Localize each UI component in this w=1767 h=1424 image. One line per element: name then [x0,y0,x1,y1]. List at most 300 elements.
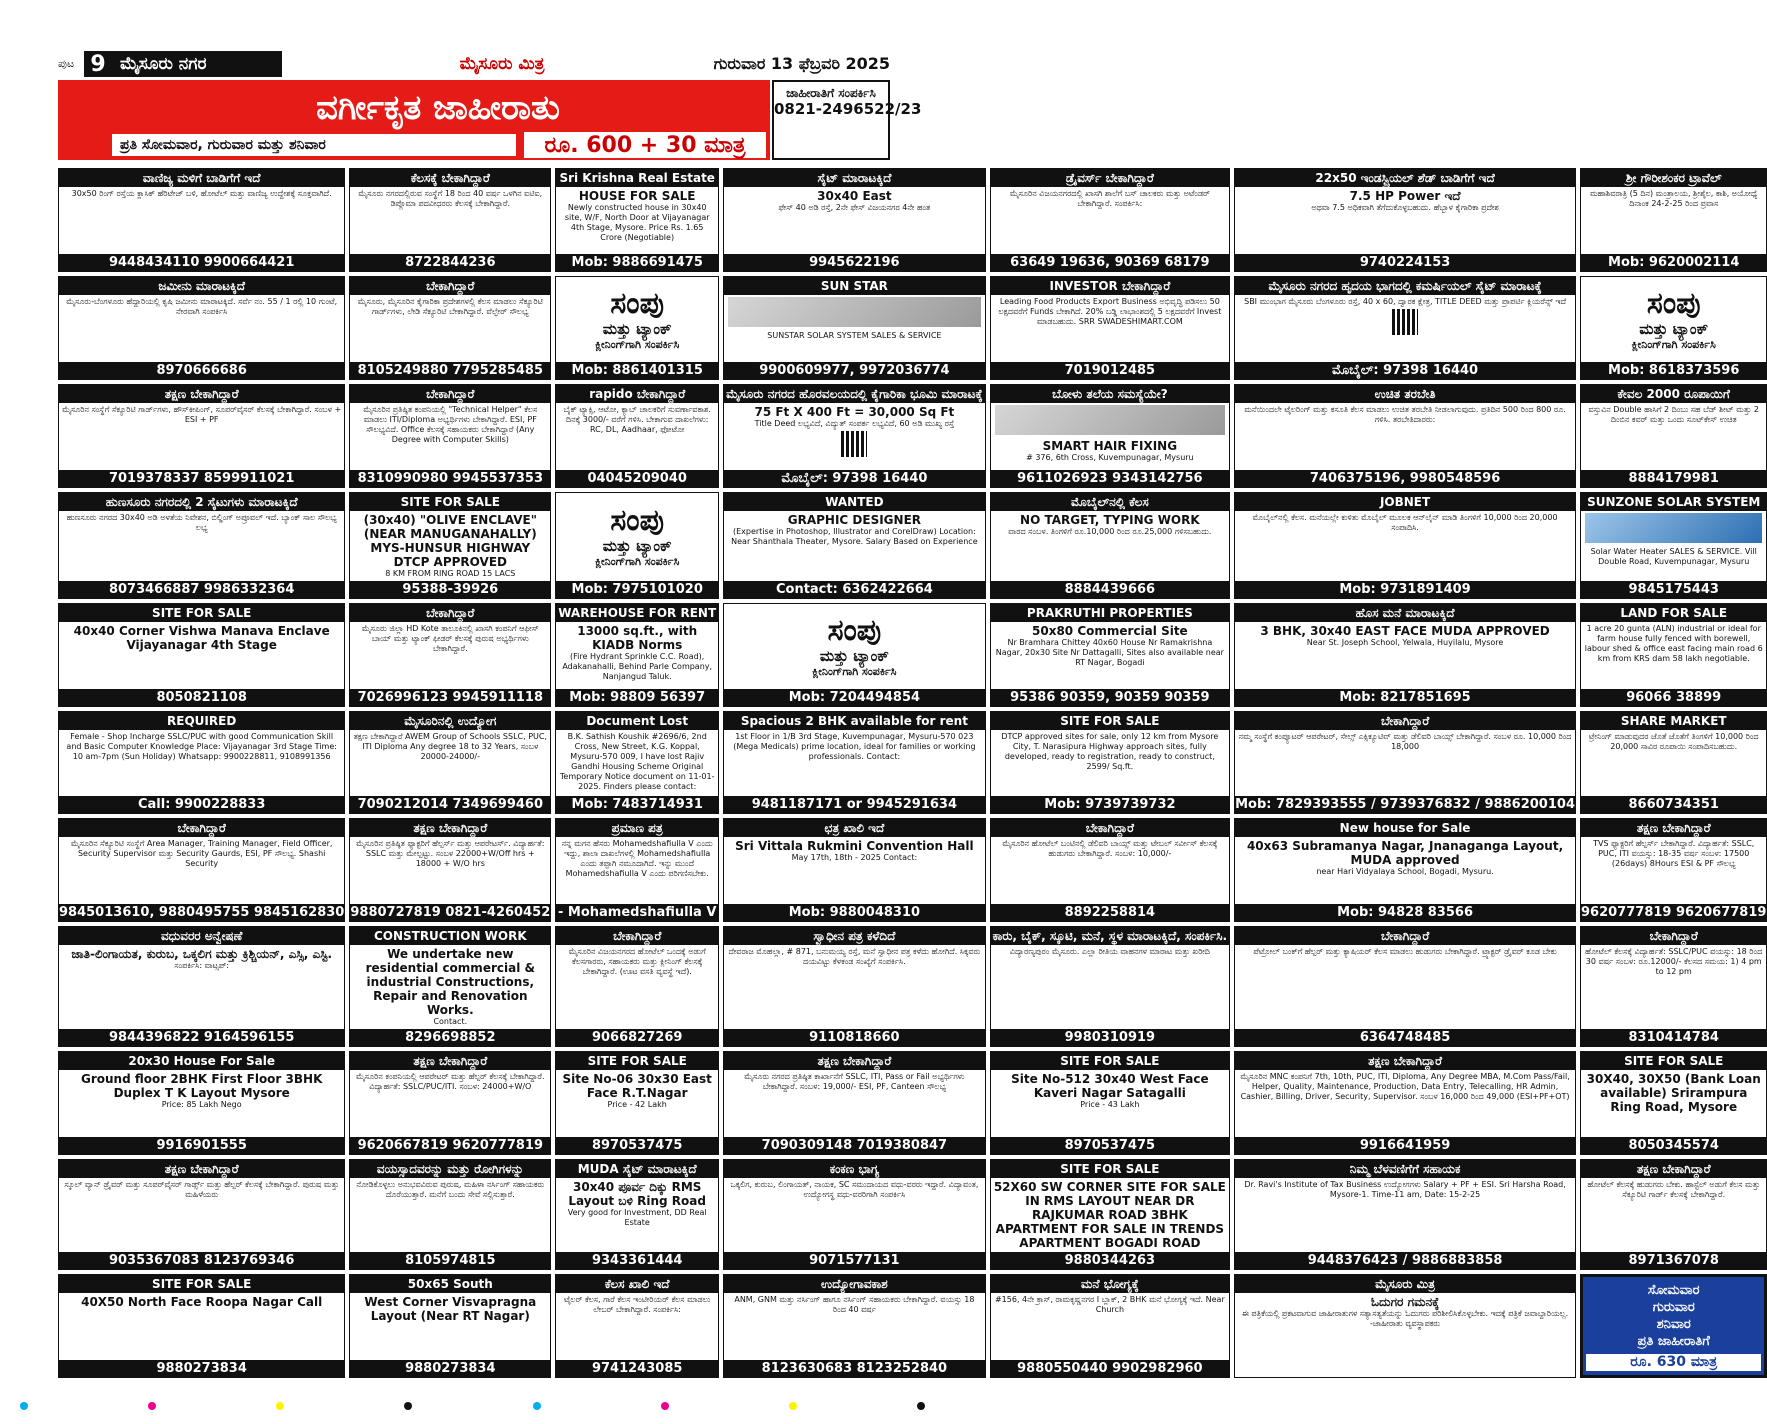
ad-body [1235,295,1575,362]
ad-text: ಟ್ರೇನಿಂಗ್ ಮಾಡುವುದರ ಜೊತೆ ಜೊತೆಗೆ ತಿಂಗಳಿಗೆ 10,000 ರಿಂದ 20,000 ಸಾವಿರ ರೂಪಾಯಿ ಸಂಪಾದಿಸಬಹುದು. [1588,731,1759,751]
ad-text: ನನ್ನ ಮಗನ ಹೆಸರು Mohamedshafiulla V ಎಂದು ಇದ್ದು, ಶಾಲಾ ದಾಖಲೆಗಳಲ್ಲಿ Mohamedshafiulla ಎಂದು ತಪ್ಪಾಗಿ ನಮೂದಾಗಿದೆ. ಇನ್ನು ಮುಂದೆ Mohamedshafiulla V ಎಂದು ಪರಿಗಣಿಸಬೇಕು. [561,839,713,879]
ad-phone: Mob: 9880048310 [724,904,984,921]
ad-body [991,1070,1230,1137]
ad-title: ಹೊಸ ಮನೆ ಮಾರಾಟಕ್ಕಿದೆ [1235,604,1575,622]
ad-text: ಮಹಾಶಿವರಾತ್ರಿ (5 ದಿನ) ಮಂತ್ರಾಲಯ, ಶ್ರೀಶೈಲ, ಕಾಶಿ, ಅಯೋಧ್ಯೆ ದಿನಾಂಕ 24-2-25 ರಿಂದ ಪ್ರವಾಸ [1589,189,1758,208]
ad-phone: Mob: 7829393555 / 9739376832 / 9886200104 [1235,797,1575,813]
ad-box [555,926,719,1047]
ad-body [724,1178,984,1252]
ad-phone: 9066827269 [556,1029,718,1046]
promo-body [1583,1277,1764,1375]
ad-phone: 63649 19636, 90369 68179 [991,254,1230,271]
ad-title: ಉಚಿತ ತರಬೇತಿ [1235,385,1575,403]
classifieds-banner [58,80,922,160]
ad-title: ತಕ್ಷಣ ಬೇಕಾಗಿದ್ದಾರೆ [724,1052,984,1070]
ad-text: ಮೈಸೂರಿನ ಕಂಪನಿಯಲ್ಲಿ ಆಪರೇಟರ್ ಮತ್ತು ಹೆಲ್ಪರ್ ಕೆಲಸಕ್ಕೆ ಬೇಕಾಗಿದ್ದಾರೆ. ವಿದ್ಯಾರ್ಹತೆ: SSLC/PUC/ITI. ಸಂಬಳ: 24000+W/O [356,1072,545,1092]
ad-box [349,711,551,815]
ad-text: ಅಥವಾ 7.5 ಅಧಿಕವಾಗಿ ತೆಗೆದುಕೊಳ್ಳಬಹುದು. ಹೆಬ್ಬಾಳ ಕೈಗಾರಿಕಾ ಪ್ರದೇಶ [1311,203,1499,212]
ad-phone: 9845013610, 9880495755 9845162830 [59,905,345,921]
promo-note: ಪ್ರತಿ ಜಾಹೀರಾತಿಗೆ [1637,1333,1710,1349]
ad-title: SITE FOR SALE [59,1275,344,1293]
ad-title: SITE FOR SALE [991,1160,1230,1178]
ad-title: ಡ್ರೈವರ್ಸ್ ಬೇಕಾಗಿದ್ದಾರೆ [991,169,1230,187]
ad-phone: Mob: 7975101020 [556,581,718,598]
banner-schedule: ಪ್ರತಿ ಸೋಮವಾರ, ಗುರುವಾರ ಮತ್ತು ಶನಿವಾರ [112,134,516,156]
ad-title: SITE FOR SALE [556,1052,718,1070]
qr-code-icon [841,431,867,457]
ad-body [59,1178,344,1252]
ad-phone: 9845175443 [1581,581,1766,598]
ad-box [1234,603,1576,707]
ad-title: ಬೇಕಾಗಿದ್ದಾರೆ [1235,712,1575,730]
ad-box [1580,818,1767,922]
ad-text: ಮೈಸೂರಿನ ಸೆಕ್ಯೂರಿಟಿ ಸಂಸ್ಥೆಗೆ Area Manager, Training Manager, Field Officer, Security Supervisor ಮತ್ತು Security Gaurds, ESI, PF ಸೌಲಭ್ಯ. Shashi Security [70,839,333,869]
ad-text: ಫೇಸ್ 40 ಅಡಿ ರಸ್ತೆ, 2ನೇ ಫೇಸ್ ವಿಜಯನಗರ 4ನೇ ಹಂತ [778,203,931,212]
ad-phone: 8970666686 [59,362,344,379]
ad-box [349,603,551,707]
ad-box [555,711,719,815]
ad-body [1235,1293,1575,1377]
ad-phone: 8105249880 7795285485 [350,362,550,379]
ad-box [58,1051,345,1155]
ad-phone: 9740224153 [1235,254,1575,271]
ad-box [555,1274,719,1378]
ad-phone: Mob: 8861401315 [556,362,718,379]
ad-title: ವಯಸ್ಸಾದವರನ್ನು ಮತ್ತು ರೋಗಿಗಳನ್ನು [350,1160,550,1178]
ad-body [59,945,344,1029]
ad-text: B.K. Sathish Koushik #2696/6, 2nd Cross, New Street, K.G. Koppal, Mysuru-570 009, I have lost Rajiv Gandhi Housing Scheme Original Temporary Notice document on 11-01-2025. Finders please contact: [559,731,715,791]
ad-box [349,1274,551,1378]
ad-phone: Mob: 8217851695 [1235,689,1575,706]
ad-box [58,1159,345,1270]
ad-box [1234,926,1576,1047]
ad-title: ಮೈಸೂರು ನಗರದ ಹೊರವಲಯದಲ್ಲಿ ಕೈಗಾರಿಕಾ ಭೂಮಿ ಮಾರಾಟಕ್ಕೆ [726,386,983,401]
ad-box [723,926,985,1047]
ad-highlight: 50x80 Commercial Site [1032,623,1188,638]
ad-title: ತಕ್ಷಣ ಬೇಕಾಗಿದ್ದಾರೆ [1581,1160,1766,1178]
ad-body [991,837,1230,904]
ad-box [555,384,719,488]
ad-highlight: 13000 sq.ft., with KIADB Norms [577,623,698,652]
ad-body [59,403,344,470]
ad-box [723,492,985,599]
ad-body [350,403,550,470]
ad-phone: 8123630683 8123252840 [724,1360,984,1377]
ad-phone: 9035367083 8123769346 [59,1252,344,1269]
ad-box [1580,603,1767,707]
ad-text: ವಿದ್ಯಾರಣ್ಯಪುರಂ ಮೈಸೂರು. ಎಲ್ಲಾ ರೀತಿಯ ವಾಹನಗಳ ಮಾರಾಟ ಮತ್ತು ಖರೀದಿ [1009,947,1210,957]
ad-box [1580,711,1767,815]
ad-highlight: 7.5 HP Power ಇದೆ [1349,189,1461,203]
ad-text: Near St. Joseph School, Yelwala, Huyilalu, Mysore [1306,637,1504,647]
ad-box [723,276,985,380]
ad-phone: 9880344263 [991,1252,1230,1269]
ad-box [990,168,1231,272]
page-label: ಪುಟ [58,57,75,70]
ad-body [724,187,984,254]
ad-body [350,622,550,689]
ad-title: SITE FOR SALE [991,1052,1230,1070]
ad-text: 8 KM FROM RING ROAD 15 LACS [385,568,516,578]
banner-price: ರೂ. 600 + 30 ಮಾತ್ರ [524,132,766,158]
ad-body [1235,730,1575,797]
ad-phone: - Mohamedshafiulla V [557,905,717,921]
ad-box [349,926,551,1047]
ad-body [724,329,984,362]
ad-body [1581,545,1766,581]
ad-text: ಮೈಸೂರು, ಮೈಸೂರಿನ ಕೈಗಾರಿಕಾ ಪ್ರದೇಶಗಳಲ್ಲಿ ಕೆಲಸ ಮಾಡಲು ಸೆಕ್ಯೂರಿಟಿ ಗಾರ್ಡ್‌ಗಳು, ಲೇಡಿ ಸೆಕ್ಯೂರಿಟಿ ಬೇಕಾಗಿದ್ದಾರೆ. ವೆಲ್ಫೇರ್ ಸೌಲಭ್ಯ [357,296,543,316]
ad-body [1235,1070,1575,1137]
ad-title: ಸೈಟ್ ಮಾರಾಟಕ್ಕಿದೆ [724,169,984,187]
ad-title: ಬೇಕಾಗಿದ್ದಾರೆ [350,604,550,622]
ad-box [1234,1274,1576,1378]
ad-title: ಮೈಸೂರು ನಗರದ ಹೃದಯ ಭಾಗದಲ್ಲಿ ಕಮರ್ಷಿಯಲ್ ಸೈಟ್ ಮಾರಾಟಕ್ಕೆ [1235,277,1575,295]
ad-phone: 9880273834 [59,1360,344,1377]
ad-phone: Mob: 94828 83566 [1235,904,1575,921]
ad-body [724,730,984,797]
ad-headline: ಕ್ಲೀನಿಂಗ್‌ಗಾಗಿ ಸಂಪರ್ಕಿಸಿ [812,664,897,678]
ad-box [58,492,345,599]
ad-body [1235,622,1575,689]
ad-text: # 376, 6th Cross, Kuvempunagar, Mysuru [1026,452,1194,462]
ad-phone: 8884179981 [1581,470,1766,487]
ad-text: ಈ ಪತ್ರಿಕೆಯಲ್ಲಿ ಪ್ರಕಟವಾಗುವ ಜಾಹೀರಾತುಗಳ ಸತ್ಯಾಸತ್ಯತೆಯನ್ನು ಓದುಗರು ಪರಿಶೀಲಿಸಿಕೊಳ್ಳಬೇಕು. ಇದಕ್ಕೆ ಪತ್ರಿಕೆ ಜವಾಬ್ದಾರಿಯಲ್ಲ. -ಜಾಹೀರಾತು ವ್ಯವಸ್ಥಾಪಕರು [1241,1309,1569,1329]
ad-title: ಬೇಕಾಗಿದ್ದಾರೆ [350,385,550,403]
ad-phone: 9448376423 / 9886883858 [1235,1252,1575,1269]
ad-text: May 17th, 18th - 2025 Contact: [791,853,918,863]
ad-box [990,1159,1231,1270]
ad-body [724,511,984,581]
dot [661,1402,669,1410]
ad-text: 30x50 ರಿಂಗ್ ರಸ್ತೆಯ ಕ್ಲಾಸಿಕ್ ಹೆರಿಟೇಜ್ ಬಳಿ, ಹೋಟೆಲ್ ಮತ್ತು ವಾಣಿಜ್ಯ ಉದ್ದೇಶಕ್ಕೆ ಸೂಕ್ತವಾಗಿದೆ. [71,189,332,198]
ad-body [556,1070,718,1137]
ad-text: Very good for Investment, DD Real Estate [567,1208,707,1228]
ad-phone: Mob: 9620002114 [1581,254,1766,271]
ad-body [556,837,718,904]
ad-box [723,603,985,707]
ad-box [723,1051,985,1155]
ad-text: ಮನೆಯಿಂದಲೇ ಟೈಲರಿಂಗ್ ಮತ್ತು ಕಸೂತಿ ಕೆಲಸ ಮಾಡಲು ಉಚಿತ ತರಬೇತಿ ನೀಡಲಾಗುವುದು. ಪ್ರತಿದಿನ 500 ರಿಂದ 800 ರೂ. ಗಳಿಸಿ. ತರಬೇತಿದಾರರು: [1244,404,1566,424]
ad-box [990,926,1231,1047]
ad-body [59,837,344,904]
ad-text: ಟೈಲರ್ ಕೆಲಸ, ಗಾರೆ ಕೆಲಸ ಇಂಟೀರಿಯರ್ ಕೆಲಸ ಮಾಡಲು ಲೇಬರ್ ಬೇಕಾಗಿದ್ದಾರೆ. ಸಂಪರ್ಕಿಸಿ: [564,1295,711,1315]
ad-title: MUDA ಸೈಟ್ ಮಾರಾಟಕ್ಕಿದೆ [556,1160,718,1178]
ad-headline: ಮತ್ತು ಟ್ಯಾಂಕ್ [602,319,672,338]
ad-text: ಹೋಟೆಲ್ ಕೆಲಸಕ್ಕೆ ವಿದ್ಯಾರ್ಹತೆ: SSLC/PUC ವಯಸ್ಸು: 18 ರಿಂದ 30 ವರ್ಷ ಸಂಬಳ: ರೂ.12000/- ಕೆಲಸದ ಸಮಯ: 1) 4 pm to 12 pm [1585,947,1763,977]
ad-title: Spacious 2 BHK available for rent [724,712,984,730]
ad-title: SITE FOR SALE [59,604,344,622]
ad-body [1581,1070,1766,1137]
ad-title: ಹುಣಸೂರು ನಗರದಲ್ಲಿ 2 ಸೈಟುಗಳು ಮಾರಾಟಕ್ಕಿದೆ [59,493,344,511]
ad-box [723,384,985,488]
promo-day: ಗುರುವಾರ [1652,1299,1695,1315]
ad-title: ಕೇವಲ 2000 ರೂಪಾಯಿಗೆ [1581,385,1766,403]
ad-text: ವಾರದ ಸಂಬಳ. ತಿಂಗಳಿಗೆ ರೂ.10,000 ರಿಂದ ರೂ.25,000 ಗಳಿಸಬಹುದು. [1008,526,1212,536]
ad-box [555,1051,719,1155]
ad-body [1235,1178,1575,1252]
ad-box [723,711,985,815]
ad-highlight: 30x40 East [817,189,892,203]
ad-body [350,1178,550,1252]
ad-body [1235,945,1575,1029]
ad-text: DTCP approved sites for sale, only 12 km from Mysore City, T. Narasipura Highway approach sites, fully developed, ready to registration, ready to construct, 2599/ Sq.ft. [1001,731,1219,771]
ad-box [1580,276,1767,380]
contact-phone: 0821-2496522/23 [774,100,922,118]
ad-title: ಕೆಲಸಕ್ಕೆ ಬೇಕಾಗಿದ್ದಾರೆ [350,169,550,187]
ad-highlight: Sri Vittala Rukmini Convention Hall [735,839,974,854]
sump-cleaning-ad [556,493,718,581]
ad-body [350,295,550,362]
ad-box [58,1274,345,1378]
ad-text: ದೇವರಾಜ ಮೊಹಲ್ಲಾ, # 871, ಬನುಮಯ್ಯ ರಸ್ತೆ, ಮನೆ ಸ್ವಾಧೀನ ಪತ್ರ ಕಳೆದು ಹೋಗಿದೆ. ಸಿಕ್ಕವರು ದಯವಿಟ್ಟು ಕೆಳಕಂಡ ಸಂಖ್ಯೆಗೆ ಸಂಪರ್ಕಿಸಿ. [728,947,981,967]
ad-box [555,818,719,922]
ad-box [349,1051,551,1155]
ad-phone: Mob: 7204494854 [724,689,984,706]
dot [917,1402,925,1410]
ad-phone: 8722844236 [350,254,550,271]
print-registration-dots [20,1402,925,1412]
ad-body [1235,403,1575,470]
ad-body [991,945,1230,1029]
ad-text: ಮೈಸೂರಿನ ಪ್ರತಿಷ್ಠಿತ ಕಂಪನಿಯಲ್ಲಿ "Technical Helper" ಕೆಲಸ ಮಾಡಲು ITI/Diploma ಅಭ್ಯರ್ಥಿಗಳು ಬೇಕಾಗಿದ್ದಾರೆ. ESI, PF ಸೌಲಭ್ಯವಿದೆ. Office ಕೆಲಸಕ್ಕೆ ಸಹಾಯಕರು ಬೇಕಾಗಿದ್ದಾರೆ (Any Degree with Computer Skills) [363,404,538,444]
ad-body [1235,187,1575,254]
ad-title: ಪ್ರಮಾಣ ಪತ್ರ [556,819,718,837]
ad-text: ನೋಡಿಕೊಳ್ಳಲು ಅನುಭವವಿರುವ ಪುರುಷ, ಮಹಿಳಾ ನರ್ಸಿಂಗ್ ಸಹಾಯಕರು ದೊರೆಯುತ್ತಾರೆ. ಮನೆಗೆ ಬಂದು ಸೇವೆ ಸಲ್ಲಿಸುತ್ತಾರೆ. [356,1180,545,1200]
ad-text: ತಕ್ಷಣ ಬೇಕಾಗಿದ್ದಾರೆ AWEM Group of Schools SSLC, PUC, ITI Diploma Any degree 18 to 32 Years, ಸಂಬಳ 20000-24000/- [353,731,548,761]
ad-title: ತಕ್ಷಣ ಬೇಕಾಗಿದ್ದಾರೆ [350,819,550,837]
ad-body [350,1293,550,1360]
ad-box [58,384,345,488]
ad-box [1234,818,1576,922]
ad-phone: 9980310919 [991,1029,1230,1046]
ad-text: Dr. Ravi's Institute of Tax Business ಉದ್ಯೋಗಗಳು Salary + PF + ESI. Sri Harsha Road, Mysore-1. Time-11 am, Date: 15-2-25 [1244,1180,1566,1200]
ad-body [1581,837,1766,904]
ad-highlight: ಜಾತಿ-ಲಿಂಗಾಯತ, ಕುರುಬ, ಒಕ್ಕಲಿಗ ಮತ್ತು ಕ್ರಿಶ್ಚಿಯನ್, ಎಸ್ಸಿ, ಎಸ್ಟಿ. [71,947,333,962]
ad-body [556,1293,718,1360]
ad-body [1581,945,1766,1029]
ad-phone: 9481187171 or 9945291634 [724,796,984,813]
ad-phone: 8892258814 [991,904,1230,921]
ad-title: ಕಾರು, ಬೈಕ್, ಸ್ಕೂಟಿ, ಮನೆ, ಸ್ಥಳ ಮಾರಾಟಕ್ಕಿದೆ, ಸಂಪರ್ಕಿಸಿ. [992,929,1228,944]
ad-body [991,730,1230,797]
ad-phone: 8050345574 [1581,1137,1766,1154]
ad-box [555,1159,719,1270]
dot [404,1402,412,1410]
ad-text: Nr Bramhara Chittey 40x60 House Nr Ramakrishna Nagar, 20x30 Site Nr Dattagalli, Sites also available near RT Nagar, Bogadi [995,637,1224,667]
ad-box [1234,1051,1576,1155]
ad-title: ಉದ್ಯೋಗಾವಕಾಶ [724,1275,984,1293]
issue-date: ಗುರುವಾರ 13 ಫೆಬ್ರವರಿ 2025 [713,54,890,73]
ad-body [350,511,550,581]
banner-contact [772,80,922,160]
ad-box [1580,926,1767,1047]
dot [533,1402,541,1410]
ad-phone: 9900609977, 9972036774 [724,362,984,379]
ad-box [1580,168,1767,272]
ad-text: ANM, GNM ಮತ್ತು ನರ್ಸಿಂಗ್ ಹಾಗೂ ನರ್ಸಿಂಗ್ ಸಹಾಯಕರು ಬೇಕಾಗಿದ್ದಾರೆ. ವಯಸ್ಸು 18 ರಿಂದ 40 ವರ್ಷ [734,1295,975,1315]
ad-body [724,945,984,1029]
ad-box [723,1274,985,1378]
ad-box [349,384,551,488]
ad-highlight: NO TARGET, TYPING WORK [1020,512,1200,527]
ad-text: 1st Floor in 1/B 3rd Stage, Kuvempunagar, Mysuru-570 023 (Mega Medicals) prime location, ideal for families or working professionals. Contact: [733,731,976,761]
ad-title: ಬೋಳು ತಲೆಯ ಸಮಸ್ಯೆಯೇ? [991,385,1230,403]
ad-title: ನಿಮ್ಮ ಬೆಳವಣಿಗೆಗೆ ಸಹಾಯಕ [1235,1160,1575,1178]
ad-body [1581,1178,1766,1252]
ad-body [59,295,344,362]
ad-box [990,1274,1231,1378]
ad-title: ತಕ್ಷಣ ಬೇಕಾಗಿದ್ದಾರೆ [59,385,344,403]
ad-photo [1585,513,1762,543]
ad-text: SBI ಮುಂಭಾಗ ಮೈಸೂರು ಬೆಂಗಳೂರು ರಸ್ತೆ, 40 x 60, ದ್ವಾರಕ ಕ್ಷೇತ್ರ, TITLE DEED ಮತ್ತು ಪ್ರಾಪರ್ಟಿ ಕ್ಲಿಯರೆನ್ಸ್ ಇದೆ [1244,296,1567,306]
ad-phone: 8971367078 [1581,1252,1766,1269]
ad-highlight: 30X40, 30X50 (Bank Loan available) Srirampura Ring Road, Mysore [1586,1072,1761,1115]
ad-headline: ಕ್ಲೀನಿಂಗ್‌ಗಾಗಿ ಸಂಪರ್ಕಿಸಿ [1631,337,1716,351]
ad-highlight: GRAPHIC DESIGNER [787,512,922,527]
ad-body [59,511,344,581]
ad-phone: ಮೊಬೈಲ್: 97398 16440 [1235,362,1575,379]
promo-box [1580,1274,1767,1378]
ad-phone: 8073466887 9986332364 [59,581,344,598]
ad-box [349,1159,551,1270]
ad-title: Document Lost [556,712,718,730]
ad-text: ಸ್ಕೂಲ್ ವ್ಯಾನ್ ಡ್ರೈವರ್ ಮತ್ತು ಸೂಪರ್‌ವೈಸರ್ ಗಾರ್ಡ್ಸ್ ಮತ್ತು ಹೆಲ್ಪರ್ ಕೆಲಸಕ್ಕೆ ಬೇಕಾಗಿದ್ದಾರೆ. ಪುರುಷ ಮತ್ತು ಮಹಿಳೆಯರು [64,1180,339,1200]
ad-body [59,730,344,797]
ad-text: ಸಂಪರ್ಕಿಸಿ: ವಾಟ್ಸಪ್: [174,961,230,971]
ad-text: ಮೊಬೈಲ್‌ನಲ್ಲಿ ಕೆಲಸ. ಮನೆಯಲ್ಲೇ ಕುಳಿತು ಮೊಬೈಲ್ ಮೂಲಕ ಆನ್‌ಲೈನ್ ಮಾಡಿ ತಿಂಗಳಿಗೆ 10,000 ರಿಂದ 20,000 ಸಂಪಾದಿಸಿ. [1252,512,1558,532]
ad-headline: ಮತ್ತು ಟ್ಯಾಂಕ್ [1639,319,1709,338]
ad-highlight: 52X60 SW CORNER SITE FOR SALE IN RMS LAYOUT NEAR DR RAJKUMAR ROAD 3BHK APARTMENT FOR SALE IN TRENDS APARTMENT BOGADI ROAD [993,1180,1226,1251]
ad-text: #156, 4ನೇ ಕ್ರಾಸ್, ರಾಮಕೃಷ್ಣನಗರ I ಬ್ಲಾಕ್, 2 BHK ಮನೆ ಭೋಗ್ಯಕ್ಕೆ ಇದೆ. Near Church [994,1295,1225,1315]
ad-body [556,945,718,1029]
ad-body [991,187,1230,254]
ad-text: (Expertise in Photoshop, Illustrator and CorelDraw) Location: Near Shanthala Theater, Mysore. Salary Based on Experience [731,526,978,546]
ad-box [349,492,551,599]
ad-box [1580,1051,1767,1155]
ad-box [990,492,1231,599]
ad-text: ಮೈಸೂರು-ಬೆಂಗಳೂರು ಹೆದ್ದಾರಿಯಲ್ಲಿ ಕೃಷಿ ಜಮೀನು ಮಾರಾಟಕ್ಕಿದೆ. ಸರ್ವೆ ನಂ. 55 / 1 ರಲ್ಲಿ 10 ಗುಂಟೆ, ನೇರವಾಗಿ ಸಂಪರ್ಕಿಸಿ [66,296,338,316]
ad-phone: Call: 9900228833 [59,796,344,813]
ad-body [59,1070,344,1137]
ad-title: PRAKRUTHI PROPERTIES [991,604,1230,622]
ad-highlight: West Corner Visvapragna Layout (Near RT Nagar) [364,1295,537,1324]
ad-text: ಮೈಸೂರು ನಗರದಲ್ಲಿರುವ ಸಂಸ್ಥೆಗೆ 18 ರಿಂದ 40 ವರ್ಷ ಒಳಗಿನ ಐಟಿಐ, ಡಿಪ್ಲೊಮಾ ಪದವೀಧರರು ಕೆಲಸಕ್ಕೆ ಬೇಕಾಗಿದ್ದಾರೆ. [358,189,543,208]
promo-day: ಶನಿವಾರ [1656,1316,1691,1332]
ad-box [990,384,1231,488]
ad-phone: 96066 38899 [1581,689,1766,706]
ad-title: SITE FOR SALE [350,493,550,511]
ad-box [723,818,985,922]
ad-title: ಕೆಲಸ ಖಾಲಿ ಇದೆ [556,1275,718,1293]
ad-highlight: ಓದುಗರ ಗಮನಕ್ಕೆ [1370,1295,1440,1310]
ad-title: ಮನೆ ಭೋಗ್ಯಕ್ಕೆ [991,1275,1230,1293]
ad-box [555,276,719,380]
ad-body [1235,837,1575,904]
ad-phone: 7406375196, 9980548596 [1235,470,1575,487]
ad-box [555,492,719,599]
ad-phone: 7090212014 7349699460 [350,796,550,813]
ad-title: SHARE MARKET [1581,712,1766,730]
ad-title: SUNZONE SOLAR SYSTEM [1581,493,1766,511]
ad-phone: 8050821108 [59,689,344,706]
ad-phone: 8310990980 9945537353 [350,470,550,487]
ad-phone: 9071577131 [724,1252,984,1269]
ad-phone: 7090309148 7019380847 [724,1137,984,1154]
ad-phone: 7019012485 [991,362,1230,379]
ad-body [1235,511,1575,581]
ad-title: ಜಮೀನು ಮಾರಾಟಕ್ಕಿದೆ [59,277,344,295]
ad-text: ಹುಣಸೂರು ನಗರದ 30x40 ಅಡಿ ಅಳತೆಯ ನಿವೇಶನ, ಬಿಲ್ಡಿಂಗ್ ಅಪ್ರೂವಲ್ ಇದೆ. ಬ್ಯಾಂಕ್ ಸಾಲ ಸೌಲಭ್ಯ ಲಭ್ಯ [66,512,337,532]
ad-highlight: 75 Ft X 400 Ft = 30,000 Sq Ft [754,404,955,419]
ad-title: ತಕ್ಷಣ ಬೇಕಾಗಿದ್ದಾರೆ [59,1160,344,1178]
ad-title: INVESTOR ಬೇಕಾಗಿದ್ದಾರೆ [991,277,1230,295]
ad-phone: 9880550440 9902982960 [991,1360,1230,1377]
ad-highlight: HOUSE FOR SALE [578,189,696,203]
ad-phone: 9741243085 [556,1360,718,1377]
ad-body [991,1293,1230,1360]
ad-phone: 9916901555 [59,1137,344,1154]
ad-title: ಬೇಕಾಗಿದ್ದಾರೆ [59,819,344,837]
ad-body [991,437,1230,470]
promo-day: ಸೋಮವಾರ [1647,1282,1700,1298]
ad-box [349,276,551,380]
ad-headline: ಕ್ಲೀನಿಂಗ್‌ಗಾಗಿ ಸಂಪರ್ಕಿಸಿ [595,337,680,351]
ad-box [723,1159,985,1270]
ad-body [991,1178,1230,1252]
ad-phone: 9880273834 [350,1360,550,1377]
ad-box [1234,1159,1576,1270]
ad-text: Solar Water Heater SALES & SERVICE. Vill Double Road, Kuvempunagar, Mysuru [1590,546,1757,566]
ad-photo [728,297,980,327]
ad-phone: 9916641959 [1235,1137,1575,1154]
ad-headline: ಕ್ಲೀನಿಂಗ್‌ಗಾಗಿ ಸಂಪರ್ಕಿಸಿ [595,555,680,569]
ad-phone: 8105974815 [350,1252,550,1269]
ad-box [58,168,345,272]
ad-text: ಮೈಸೂರಿನ ಪ್ರತಿಷ್ಠಿತ ಫ್ಯಾಕ್ಟರಿಗೆ ಹೆಲ್ಪರ್ಸ್ ಮತ್ತು ಆಪರೇಟರ್ಸ್. ವಿದ್ಯಾರ್ಹತೆ: SSLC ಮತ್ತು ಮೇಲ್ಪಟ್ಟು. ಸಂಬಳ 22000+W/Off hrs + 18000 + W/O hrs [356,839,545,869]
contact-label: ಜಾಹೀರಾತಿಗೆ ಸಂಪರ್ಕಿಸಿ [786,86,876,100]
ad-title: REQUIRED [59,712,344,730]
sump-cleaning-ad [724,604,984,689]
ad-phone: 95386 90359, 90359 90359 [991,689,1230,706]
paper-name: ಮೈಸೂರು ಮಿತ್ರ [459,54,545,74]
ad-phone: 8660734351 [1581,796,1766,813]
ad-phone: 8884439666 [991,581,1230,598]
ad-text: ಹೋಟೆಲ್ ಕೆಲಸಕ್ಕೆ ಹುಡುಗರು ಬೇಕು. ಹಾಸ್ಟೆಲ್ ಅಡುಗೆ ಕೆಲಸ ಮತ್ತು ಸೆಕ್ಯೂರಿಟಿ ಗಾರ್ಡ್ ಕೆಲಸಕ್ಕೆ ಬೇಕಾಗಿದ್ದಾರೆ. [1587,1180,1761,1200]
ad-text: Price: 85 Lakh Nego [161,1100,242,1110]
ad-body [59,1293,344,1360]
ad-box [990,276,1231,380]
ad-title: ಬೇಕಾಗಿದ್ದಾರೆ [991,819,1230,837]
ad-title: ವಾಣಿಜ್ಯ ಮಳಿಗೆ ಬಾಡಿಗೆಗೆ ಇದೆ [59,169,344,187]
ad-title: SITE FOR SALE [991,712,1230,730]
ad-text: ಮೈಸೂರಿನ ವಿಜಯನಗರದಲ್ಲಿ ಖಾಸಗಿ ಶಾಲೆಗೆ ಬಸ್ ಚಾಲಕರು ಮತ್ತು ಅಟೆಂಡರ್ ಬೇಕಾಗಿದ್ದಾರೆ. ಸಂಪರ್ಕಿಸಿ: [1009,189,1210,208]
ad-box [555,603,719,707]
ad-text: Newly constructed house in 30x40 site, W/F, North Door at Vijayanagar 4th Stage, Mysore. Price Rs. 1.65 Crore (Negotiable) [564,203,710,242]
ad-phone: 7019378337 8599911021 [59,470,344,487]
ad-phone: 8296698852 [350,1029,550,1046]
ad-phone: 9945622196 [724,254,984,271]
ad-title: 20x30 House For Sale [59,1052,344,1070]
ad-headline: ಮತ್ತು ಟ್ಯಾಂಕ್ [819,646,889,665]
ad-phone: Mob: 98809 56397 [556,689,718,706]
ad-title: ಬೇಕಾಗಿದ್ದಾರೆ [556,927,718,945]
ad-phone: Mob: 7483714931 [556,796,718,813]
dot [789,1402,797,1410]
ad-phone: 9343361444 [556,1252,718,1269]
ad-phone: 9880727819 0821-4260452 [350,905,551,921]
ad-text: Price - 42 Lakh [607,1100,667,1110]
ad-text: ಮೈಸೂರಿನ ವಿಜಯನಗರದ ಹೋಟೆಲ್ ಒಂದಕ್ಕೆ ಅಡುಗೆ ಕೆಲಸಗಾರರು, ಸಹಾಯಕರು ಮತ್ತು ಕ್ಲೀನಿಂಗ್ ಕೆಲಸಕ್ಕೆ ಬೇಕಾಗಿದ್ದಾರೆ. (ಊಟ ವಸತಿ ವ್ಯವಸ್ಥೆ ಇದೆ). [568,947,706,977]
